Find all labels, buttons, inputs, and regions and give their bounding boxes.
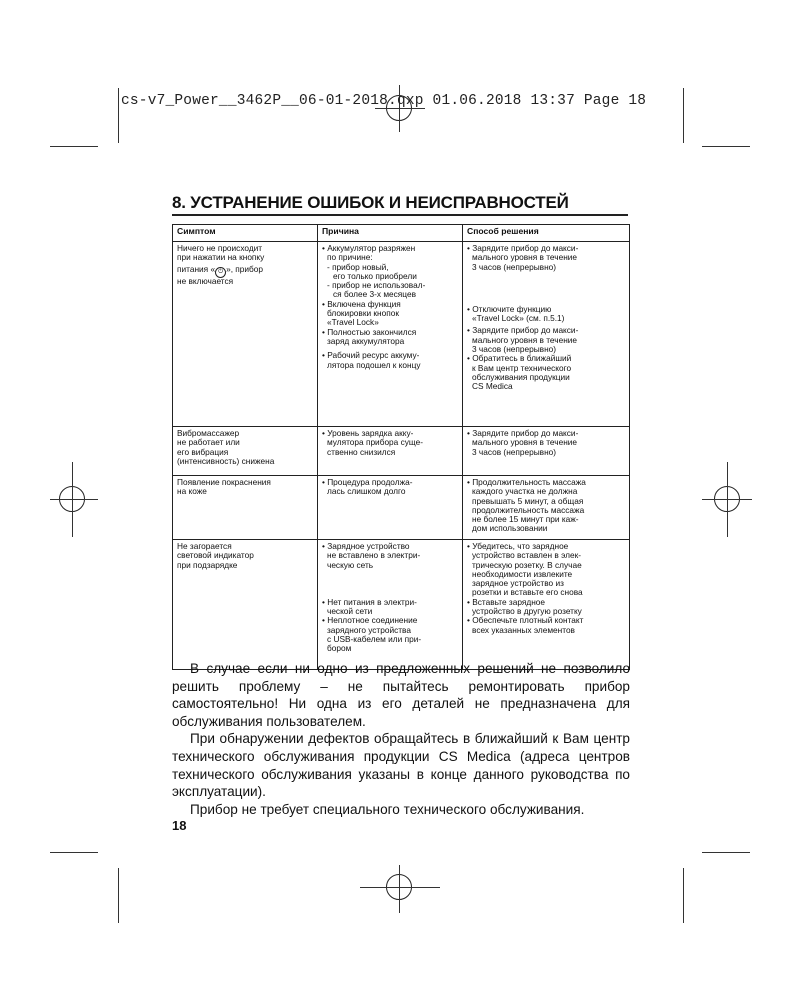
table-row [173,476,630,540]
solution-line: • Обеспечьте плотный контакт [467,615,584,626]
symptom-line: Не загорается [177,541,232,551]
cause-line: зарядного устройства [327,624,411,635]
troubleshooting-table [172,224,630,670]
cause-line: его только приобрели [333,270,417,281]
symptom-line: Появление покраснения [177,477,271,487]
cause-line: бором [327,643,352,654]
spacer [322,570,458,598]
solution-line: • Продолжительность массажа [467,477,586,487]
solution-line: не более 15 минут при каж- [472,514,579,525]
symptom-line: при подзарядке [177,559,238,570]
registration-mark-right-h [702,499,752,500]
cause-line: заряд аккумулятора [327,335,405,346]
solution-line: • Зарядите прибор до макси- [467,243,579,253]
registration-mark-left-h [50,499,98,500]
symptom-line-with-icon [177,265,313,277]
registration-mark-bottom-h [360,887,440,888]
solution-cell [463,540,630,670]
solution-line: трическую розетку. В случае [472,559,582,570]
solution-line: обслуживания продукции [472,371,570,382]
title-underline [172,214,628,216]
cause-line: по причине: [327,252,373,263]
spacer [467,272,625,305]
cause-cell [318,242,463,427]
cause-line: - прибор не использовал- [327,280,426,291]
symptom-line: на коже [177,486,207,497]
column-header-cause: Причина [318,225,463,242]
symptom-line: Вибромассажер [177,428,240,438]
solution-line: устройство вставлен в элек- [472,550,582,561]
symptom-line: (интенсивность) снижена [177,455,275,466]
solution-line: необходимости извлеките [472,568,573,579]
crop-mark-top-right-v [683,88,684,143]
body-text [172,660,630,818]
crop-mark-bottom-left-h [50,852,98,853]
cause-line: блокировки кнопок [327,308,399,319]
crop-mark-top-left-v [118,88,119,143]
cause-line: лятора подошел к концу [327,359,421,370]
solution-line: мального уровня в течение [472,252,578,263]
symptom-line: световой индикатор [177,550,254,561]
cause-line: «Travel Lock» [327,317,379,328]
cause-line: лась слишком долго [327,486,406,497]
solution-line: превышать 5 минут, а общая [472,495,584,506]
cause-line: • Рабочий ресурс аккуму- [322,350,420,361]
solution-line: • Убедитесь, что зарядное [467,541,569,551]
symptom-cell [173,476,318,540]
solution-line: каждого участка не должна [472,486,578,497]
solution-line: розетки и вставьте его снова [472,587,583,598]
cause-line: • Аккумулятор разряжен [322,243,416,253]
solution-line: зарядное устройство из [472,578,564,589]
crop-mark-bottom-right-v [683,868,684,923]
power-icon: ⏻ [215,267,226,278]
column-header-symptom: Симптом [173,225,318,242]
paragraph: При обнаружении дефектов обращайтесь в ближайший к Вам центр технического обслуживания продукции CS Medica (адреса центров технического обслуживания указаны в конце данного руководства по эксплуатации). [172,731,630,800]
cause-line: • Нет питания в электри- [322,596,417,607]
cause-cell [318,427,463,476]
solution-line: • Отключите функцию [467,303,552,314]
symptom-fragment: питания « [177,263,216,274]
cause-line: ческую сеть [327,559,374,570]
solution-line: устройство в другую розетку [472,606,582,617]
solution-line: мального уровня в течение [472,334,578,345]
solution-line: к Вам центр технического [472,362,572,373]
solution-line: CS Medica [472,381,513,392]
solution-line: 3 часов (непрерывно) [472,344,557,355]
solution-line: 3 часов (непрерывно) [472,261,557,272]
cause-line: не вставлено в электри- [327,550,421,561]
cause-line: мулятора прибора суще- [327,437,424,448]
table-header-row [173,225,630,242]
cause-line: • Полностью закончился [322,326,417,337]
crop-mark-bottom-right-h [702,852,750,853]
solution-line: • Зарядите прибор до макси- [467,325,579,336]
print-header: cs-v7_Power__3462P__06-01-2018.qxp 01.06.2018 13:37 Page 18 [121,93,647,109]
solution-line: • Вставьте зарядное [467,596,546,607]
cause-cell [318,476,463,540]
column-header-solution: Способ решения [463,225,630,242]
cause-line: ственно снизился [327,446,396,457]
cause-line: - прибор новый, [327,261,389,272]
solution-cell [463,242,630,427]
symptom-line: не работает или [177,437,240,448]
solution-line: всех указанных элементов [472,624,575,635]
cause-line: ся более 3-х месяцев [333,289,416,300]
cause-line: • Неплотное соединение [322,615,418,626]
paragraph: Прибор не требует специального технического обслуживания. [190,801,585,817]
symptom-cell [173,242,318,427]
cause-cell [318,540,463,670]
table-row [173,540,630,670]
solution-cell [463,476,630,540]
solution-line: 3 часов (непрерывно) [472,446,557,457]
symptom-cell [173,427,318,476]
solution-line: • Обратитесь в ближайший [467,353,572,364]
cause-line: ческой сети [327,606,373,617]
symptom-fragment: », прибор [226,263,264,274]
symptom-line: не включается [177,275,234,286]
paragraph: В случае если ни одно из предложенных решений не позволило решить проблему – не пытайтесь ремонтировать прибор самостоятельно! Ни одна из его деталей не предназначена для обслуживания пользователем. [172,661,630,729]
cause-line: • Зарядное устройство [322,541,410,551]
table-row [173,242,630,427]
crop-mark-top-left-h [50,146,98,147]
cause-line: • Включена функция [322,298,401,309]
symptom-line: Ничего не происходит [177,243,263,253]
solution-line: • Зарядите прибор до макси- [467,428,579,438]
crop-mark-top-right-h [702,146,750,147]
solution-line: дом использовании [472,523,548,534]
crop-mark-bottom-left-v [118,868,119,923]
cause-line: • Уровень зарядка акку- [322,428,414,438]
registration-mark-bottom-v [399,865,400,913]
section-title: 8. УСТРАНЕНИЕ ОШИБОК И НЕИСПРАВНОСТЕЙ [172,193,569,212]
symptom-line: при нажатии на кнопку [177,252,265,263]
page-number: 18 [172,818,187,833]
solution-line: мального уровня в течение [472,437,578,448]
table-row [173,427,630,476]
cause-line: • Процедура продолжа- [322,477,413,487]
solution-line: «Travel Lock» (см. п.5.1) [472,313,565,324]
solution-line: продолжительность массажа [472,504,585,515]
symptom-line: его вибрация [177,446,229,457]
solution-cell [463,427,630,476]
cause-line: с USB-кабелем или при- [327,634,422,645]
symptom-cell [173,540,318,670]
